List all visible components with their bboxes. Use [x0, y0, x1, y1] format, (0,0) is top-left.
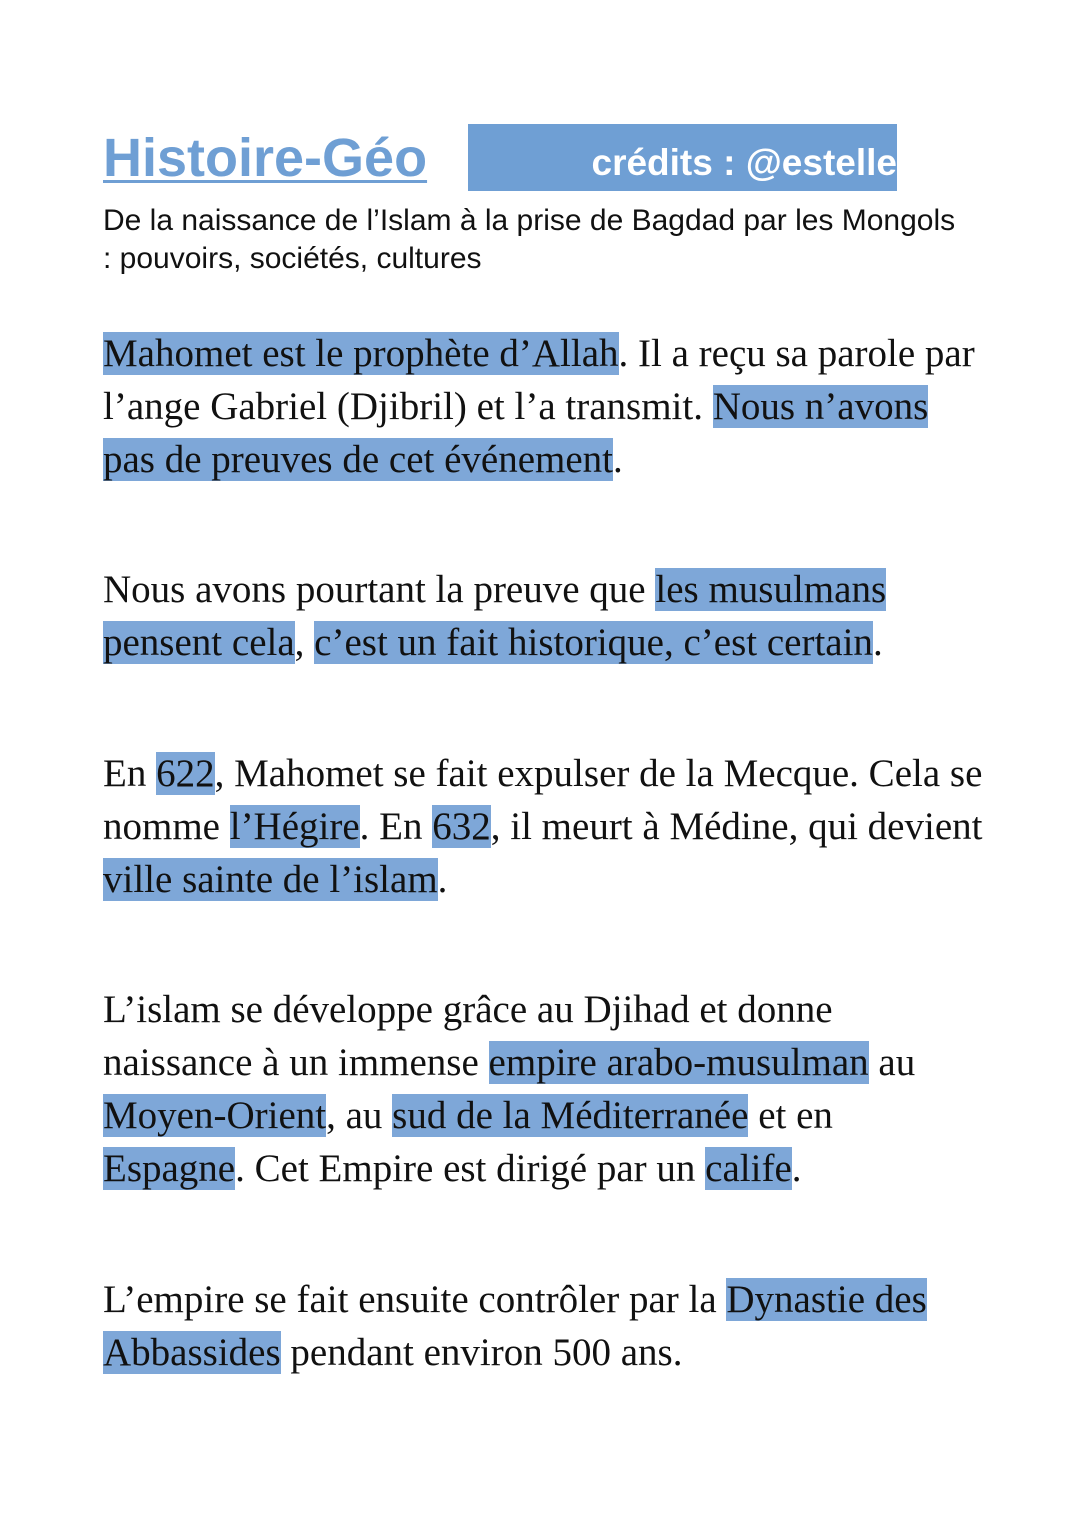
- text-run: pendant environ 500 ans.: [280, 1331, 683, 1374]
- text-run: Nous avons pourtant la preuve que: [103, 568, 656, 611]
- highlight: l’Hégire: [229, 805, 360, 848]
- text-run: .: [872, 621, 883, 664]
- highlight: calife: [705, 1147, 792, 1190]
- highlight: Nous n’avons pas de preuves de cet événement: [103, 385, 929, 481]
- text-run: , il meurt à Médine, qui devient: [490, 805, 983, 848]
- text-run: , Mahomet se fait expulser de la Mecque. Cela se nomme: [103, 752, 983, 848]
- text-run: . Cet Empire est dirigé par un: [235, 1147, 706, 1190]
- chapter-subtitle: De la naissance de l’Islam à la prise de Bagdad par les Mongols : pouvoirs, sociétés, cultures: [103, 204, 956, 275]
- text-run: . En: [359, 805, 433, 848]
- text-run: , au: [326, 1094, 393, 1137]
- highlight: c’est un fait historique, c’est certain: [314, 621, 873, 664]
- text-run: ,: [294, 621, 315, 664]
- highlight: ville sainte de l’islam: [103, 858, 438, 901]
- text-run: .: [791, 1147, 802, 1190]
- paragraph-prophet: [103, 327, 983, 486]
- paragraph-hegira: [103, 747, 983, 906]
- highlight: 632: [432, 805, 491, 848]
- text-run: En: [103, 752, 157, 795]
- text-run: L’empire se fait ensuite contrôler par la: [103, 1278, 727, 1321]
- header: [103, 124, 903, 194]
- highlight: sud de la Méditerranée: [392, 1094, 749, 1137]
- text-run: L’islam se développe grâce au Djihad et donne naissance à un immense: [103, 988, 833, 1084]
- paragraph-proof: [103, 563, 983, 669]
- paragraph-abbasids: [103, 1273, 983, 1379]
- highlight: Espagne: [103, 1147, 236, 1190]
- highlight: 622: [156, 752, 215, 795]
- text-run: et en: [748, 1094, 833, 1137]
- highlight: empire arabo-musulman: [488, 1041, 869, 1084]
- text-run: . Il a reçu sa parole par l’ange Gabriel (Djibril) et l’a transmit.: [103, 332, 975, 428]
- text-run: .: [437, 858, 448, 901]
- highlight: Moyen-Orient: [103, 1094, 327, 1137]
- highlight: Mahomet est le prophète d’Allah: [103, 332, 619, 375]
- highlight: Dynastie des Abbassides: [103, 1278, 927, 1374]
- page-title: Histoire-Géo: [103, 128, 428, 188]
- credits-badge: crédits : @estelle: [468, 124, 897, 191]
- highlight: les musulmans pensent cela: [103, 568, 887, 664]
- text-run: au: [868, 1041, 916, 1084]
- paragraph-empire: [103, 983, 983, 1195]
- text-run: .: [613, 438, 623, 481]
